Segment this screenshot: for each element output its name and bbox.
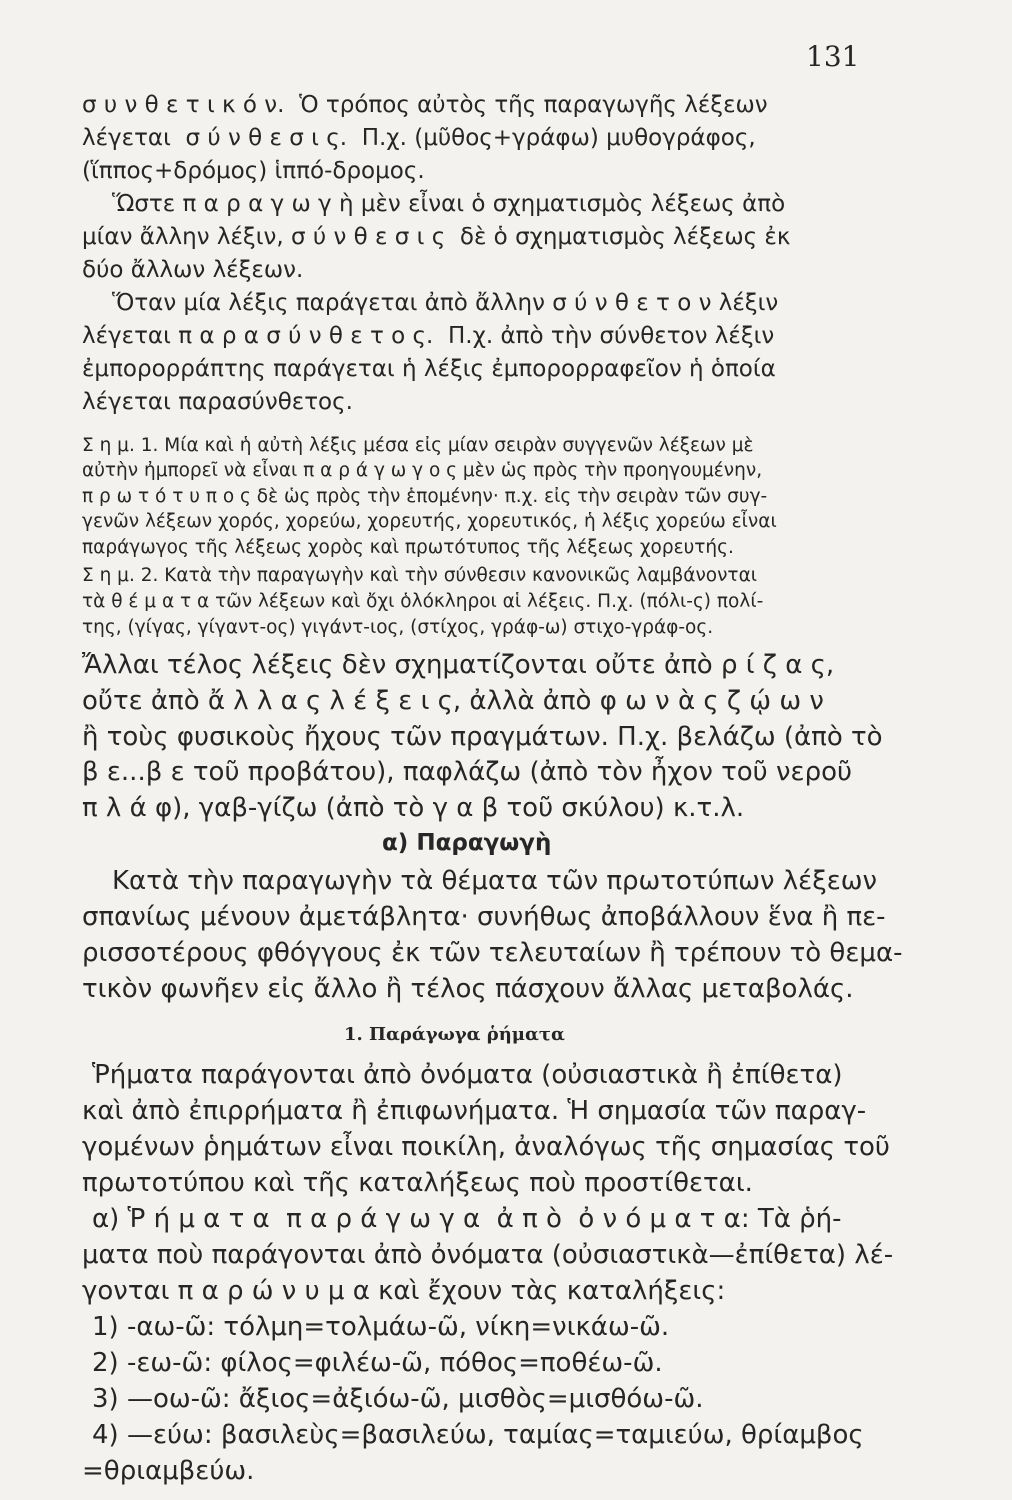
note-line: τὰ θ έ μ α τ α τῶν λέξεων καὶ ὄχι ὁλόκληροι αἱ λέξεις. Π.χ. (πόλι-ς) πολί- xyxy=(82,591,764,612)
list-item: 3) —οω-ῶ: ἄξιος=ἀξιόω-ῶ, μισθὸς=μισθόω-ῶ. xyxy=(92,1384,704,1414)
text-line: Ἄλλαι τέλος λέξεις δὲν σχηματίζονται οὔτε ἀπὸ ρ ί ζ α ς, xyxy=(82,650,835,680)
text-line: τικὸν φωνῆεν εἰς ἄλλο ἢ τέλος πάσχουν ἄλλας μεταβολάς. xyxy=(82,974,854,1004)
list-item: 4) —εύω: βασιλεὺς=βασιλεύω, ταμίας=ταμιεύω, θρίαμβος xyxy=(92,1420,864,1450)
text-line: λέγεται παρασύνθετος. xyxy=(82,389,353,415)
list-item: 1) -αω-ῶ: τόλμη=τολμάω-ῶ, νίκη=νικάω-ῶ. xyxy=(92,1312,670,1342)
note-line: παράγωγος τῆς λέξεως χορὸς καὶ πρωτότυπος τῆς λέξεως χορευτής. xyxy=(82,537,734,558)
note-line: αὐτὴν ἠμπορεῖ νὰ εἶναι π α ρ ά γ ω γ ο ς μὲν ὡς πρὸς τὴν προηγουμένην, xyxy=(82,460,763,481)
text-line: =θριαμβεύω. xyxy=(82,1456,255,1486)
text-line: σ υ ν θ ε τ ι κ ό ν. Ὁ τρόπος αὐτὸς τῆς παραγωγῆς λέξεων xyxy=(82,92,768,118)
text-line: λέγεται σ ύ ν θ ε σ ι ς. Π.χ. (μῦθος+γράφω) μυθογράφος, xyxy=(82,125,756,151)
text-line: (ἵππος+δρόμος) ἱππό-δρομος. xyxy=(82,158,425,184)
text-line: α) Ῥ ή μ α τ α π α ρ ά γ ω γ α ἀ π ὸ ὀ ν ό μ α τ α: Τὰ ῥή- xyxy=(92,1204,842,1234)
text-line: Ὅταν μία λέξις παράγεται ἀπὸ ἄλλην σ ύ ν θ ε τ ο ν λέξιν xyxy=(112,290,779,316)
text-line: σπανίως μένουν ἀμετάβλητα· συνήθως ἀποβάλλουν ἕνα ἢ πε- xyxy=(82,902,886,932)
text-line: Κατὰ τὴν παραγωγὴν τὰ θέματα τῶν πρωτοτύπων λέξεων xyxy=(112,866,878,896)
text-line: Ῥήματα παράγονται ἀπὸ ὀνόματα (οὐσιαστικὰ ἢ ἐπίθετα) xyxy=(92,1060,843,1090)
text-line: οὔτε ἀπὸ ἄ λ λ α ς λ έ ξ ε ι ς, ἀλλὰ ἀπὸ φ ω ν ὰ ς ζ ῴ ω ν xyxy=(82,686,824,716)
text-line: γομένων ῥημάτων εἶναι ποικίλη, ἀναλόγως τῆς σημασίας τοῦ xyxy=(82,1132,890,1162)
text-line: γονται π α ρ ώ ν υ μ α καὶ ἔχουν τὰς καταλήξεις: xyxy=(82,1276,726,1306)
text-line: ρισσοτέρους φθόγγους ἐκ τῶν τελευταίων ἢ τρέπουν τὸ θεμα- xyxy=(82,938,903,968)
note-line: Σ η μ. 1. Μία καὶ ἡ αὐτὴ λέξις μέσα εἰς μίαν σειρὰν συγγενῶν λέξεων μὲ xyxy=(82,435,754,456)
text-line: Ὥστε π α ρ α γ ω γ ὴ μὲν εἶναι ὁ σχηματισμὸς λέξεως ἀπὸ xyxy=(112,191,786,217)
list-item: 2) -εω-ῶ: φίλος=φιλέω-ῶ, πόθος=ποθέω-ῶ. xyxy=(92,1348,663,1378)
page-number: 131 xyxy=(806,40,860,73)
subsection-heading: 1. Παράγωγα ῥήματα xyxy=(344,1024,565,1045)
text-line: ἢ τοὺς φυσικοὺς ἤχους τῶν πραγμάτων. Π.χ. βελάζω (ἀπὸ τὸ xyxy=(82,722,883,752)
text-line: μίαν ἄλλην λέξιν, σ ύ ν θ ε σ ι ς δὲ ὁ σχηματισμὸς λέξεως ἐκ xyxy=(82,224,791,250)
text-line: ἐμπορορράπτης παράγεται ἡ λέξις ἐμπορορραφεῖον ἡ ὁποία xyxy=(82,356,776,382)
text-line: καὶ ἀπὸ ἐπιρρήματα ἢ ἐπιφωνήματα. Ἡ σημασία τῶν παραγ- xyxy=(82,1096,867,1126)
text-line: λέγεται π α ρ α σ ύ ν θ ε τ ο ς. Π.χ. ἀπὸ τὴν σύνθετον λέξιν xyxy=(82,323,775,349)
text-line: πρωτοτύπου καὶ τῆς καταλήξεως ποὺ προστίθεται. xyxy=(82,1168,753,1198)
text-line: δύο ἄλλων λέξεων. xyxy=(82,257,304,283)
note-line: γενῶν λέξεων χορός, χορεύω, χορευτής, χορευτικός, ἡ λέξις χορεύω εἶναι xyxy=(82,511,777,532)
section-heading: α) Παραγωγὴ xyxy=(382,830,552,856)
text-line: ματα ποὺ παράγονται ἀπὸ ὀνόματα (οὐσιαστικὰ—ἐπίθετα) λέ- xyxy=(82,1240,894,1270)
note-line: Σ η μ. 2. Κατὰ τὴν παραγωγὴν καὶ τὴν σύνθεσιν κανονικῶς λαμβάνονται xyxy=(82,565,758,586)
note-line: π ρ ω τ ό τ υ π ο ς δὲ ὡς πρὸς τὴν ἑπομένην· π.χ. εἰς τὴν σειρὰν τῶν συγ- xyxy=(82,486,768,507)
text-line: β ε...β ε τοῦ προβάτου), παφλάζω (ἀπὸ τὸν ἦχον τοῦ νεροῦ xyxy=(82,757,853,787)
text-line: π λ ά φ), γαβ-γίζω (ἀπὸ τὸ γ α β τοῦ σκύλου) κ.τ.λ. xyxy=(82,793,745,823)
note-line: της, (γίγας, γίγαντ-ος) γιγάντ-ιος, (στίχος, γράφ-ω) στιχο-γράφ-ος. xyxy=(82,617,714,638)
